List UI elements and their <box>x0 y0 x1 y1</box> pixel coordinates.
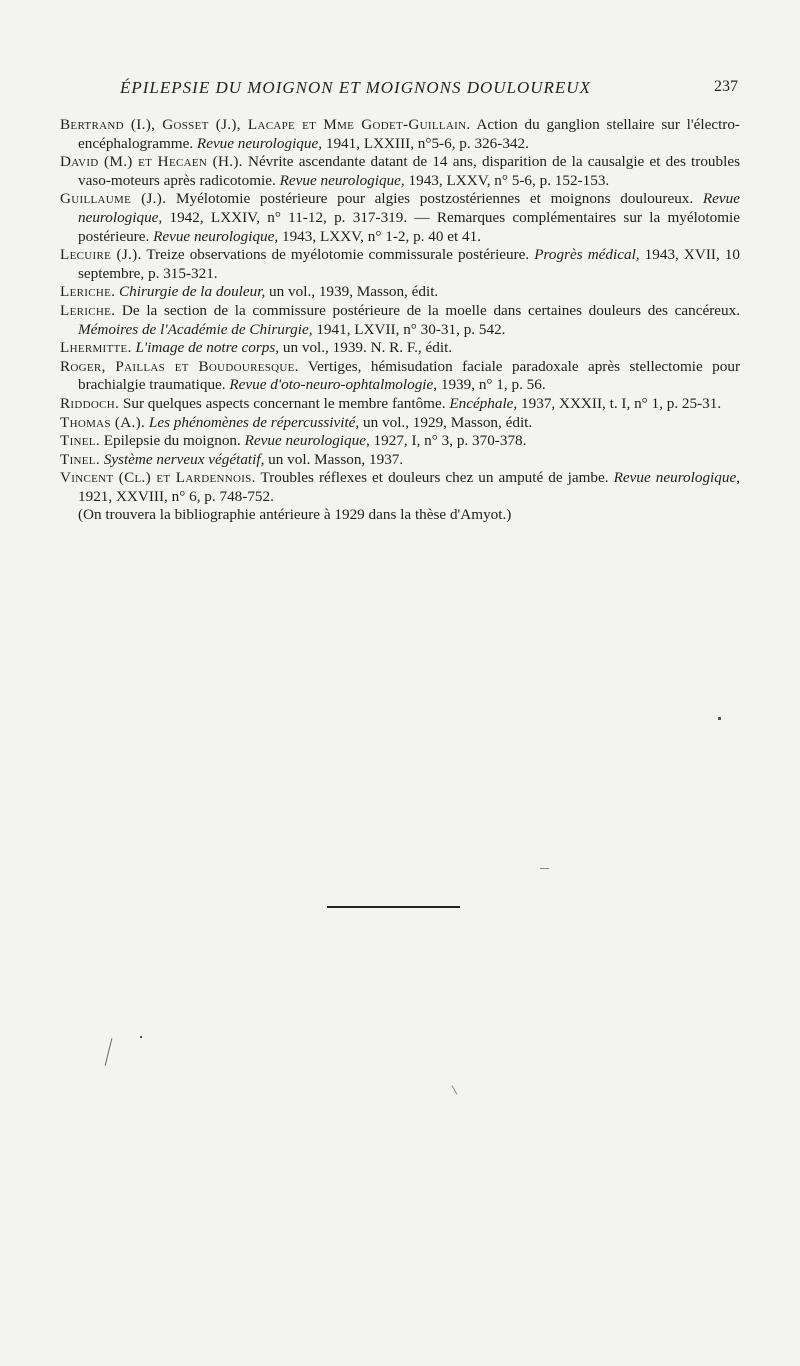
entry-authors: David (M.) et Hecaen (H.). <box>60 153 243 171</box>
entry-journal: Revue neurologique, <box>244 432 370 450</box>
entry-text: Epilepsie du moignon. <box>99 432 245 450</box>
entry-citation: 1927, I, n° 3, p. 370-378. <box>369 432 527 450</box>
entry-citation: 1942, LXXIV, n° 11-12, p. 317-319. — Remarques complémentaires sur la myélotomie postérieure. <box>78 208 740 245</box>
end-rule <box>327 906 460 908</box>
entry-authors: Guillaume (J.). <box>60 190 167 208</box>
bibliography-note: (On trouvera la bibliographie antérieure à 1929 dans la thèse d'Amyot.) <box>78 506 512 524</box>
scan-speck <box>540 868 549 869</box>
entry-journal: Progrès médical, <box>534 246 640 264</box>
entry-journal: Mémoires de l'Académie de Chirurgie, <box>78 320 313 338</box>
entry-citation-second: 1943, LXXV, n° 1-2, p. 40 et 41. <box>278 227 481 245</box>
entry-journal: Revue neurologique, <box>613 469 740 487</box>
entry-journal: Revue neurologique, <box>78 190 740 226</box>
entry-authors: Tinel. <box>60 450 100 468</box>
bibliography <box>60 116 740 525</box>
scan-speck <box>140 1036 142 1038</box>
entry-authors: Thomas (A.). <box>60 413 146 431</box>
entry-journal: Encéphale, <box>449 394 518 412</box>
entry-authors: Leriche. <box>60 301 116 319</box>
entry-text: Sur quelques aspects concernant le membre fantôme. <box>119 394 450 412</box>
entry-authors: Tinel. <box>60 432 100 450</box>
entry-citation: 1921, XXVIII, n° 6, p. 748-752. <box>78 487 274 505</box>
bibliography-entry <box>60 339 740 358</box>
entry-citation: 1939, n° 1, p. 56. <box>437 376 546 394</box>
bibliography-entry <box>60 432 740 451</box>
entry-text: Action du ganglion stellaire sur l'électro-encéphalogramme. <box>78 116 740 152</box>
entry-text: Myélotomie postérieure pour algies postzostériennes et moignons douloureux. <box>166 190 703 208</box>
bibliography-entry <box>60 153 740 190</box>
entry-citation: un vol., 1939. N. R. F., édit. <box>279 339 453 357</box>
entry-authors: Riddoch. <box>60 394 120 412</box>
entry-authors: Leriche. <box>60 283 116 301</box>
bibliography-entry <box>60 302 740 339</box>
entry-citation: un vol., 1939, Masson, édit. <box>265 283 439 301</box>
entry-citation: 1943, XVII, 10 septembre, p. 315-321. <box>78 246 740 282</box>
entry-journal: Revue neurologique, <box>279 171 405 189</box>
entry-citation: un vol., 1929, Masson, édit. <box>359 413 533 431</box>
bibliography-entry <box>60 451 740 470</box>
bibliography-entry <box>60 190 740 246</box>
bibliography-entry <box>60 395 740 414</box>
entry-journal: Revue d'oto-neuro-ophtalmologie, <box>229 376 438 394</box>
entry-authors: Bertrand (I.), Gosset (J.), Lacape et Mme Godet-Guillain. <box>60 116 471 133</box>
entry-journal: Les phénomènes de répercussivité, <box>148 413 360 431</box>
entry-authors: Roger, Paillas et Boudouresque. <box>60 357 299 375</box>
entry-journal: L'image de notre corps, <box>135 339 280 357</box>
scan-speck <box>105 1038 113 1065</box>
entry-text: Vertiges, hémisudation faciale paradoxale après stellectomie pour brachialgie traumatique. <box>78 357 740 394</box>
entry-citation: 1941, LXVII, n° 30-31, p. 542. <box>312 320 506 338</box>
entry-journal: Système nerveux végétatif, <box>103 450 265 468</box>
entry-authors: Lhermitte. <box>60 339 132 357</box>
entry-authors: Vincent (Cl.) et Lardennois. <box>60 469 256 487</box>
entry-text: Treize observations de myélotomie commissurale postérieure. <box>141 246 535 264</box>
scan-speck <box>718 717 721 720</box>
bibliography-entry <box>60 469 740 506</box>
entry-authors: Lecuire (J.). <box>60 246 142 264</box>
bibliography-entry <box>60 283 740 302</box>
entry-journal-second: Revue neurologique, <box>153 227 279 245</box>
entry-text: De la section de la commissure postérieure de la moelle dans certaines douleurs des cancéreux. <box>115 301 740 319</box>
bibliography-entry <box>60 414 740 433</box>
bibliography-entry <box>60 116 740 153</box>
entry-text: Troubles réflexes et douleurs chez un amputé de jambe. <box>255 469 614 487</box>
entry-citation: 1937, XXXII, t. I, n° 1, p. 25-31. <box>517 394 722 412</box>
page-number: 237 <box>714 78 738 95</box>
entry-journal: Chirurgie de la douleur, <box>119 283 266 301</box>
entry-citation: 1943, LXXV, n° 5-6, p. 152-153. <box>404 171 610 189</box>
entry-journal: Revue neurologique, <box>196 134 323 152</box>
scan-speck <box>452 1085 458 1094</box>
running-title: ÉPILEPSIE DU MOIGNON ET MOIGNONS DOULOUREUX <box>120 78 591 97</box>
running-head <box>60 78 740 102</box>
bibliography-entry <box>60 246 740 283</box>
entry-text: Névrite ascendante datant de 14 ans, disparition de la causalgie et des troubles vaso-moteurs après radicotomie. <box>78 153 740 189</box>
entry-citation: un vol. Masson, 1937. <box>264 450 404 468</box>
entry-citation: 1941, LXXIII, n°5-6, p. 326-342. <box>322 134 529 152</box>
bibliography-entry <box>60 358 740 395</box>
